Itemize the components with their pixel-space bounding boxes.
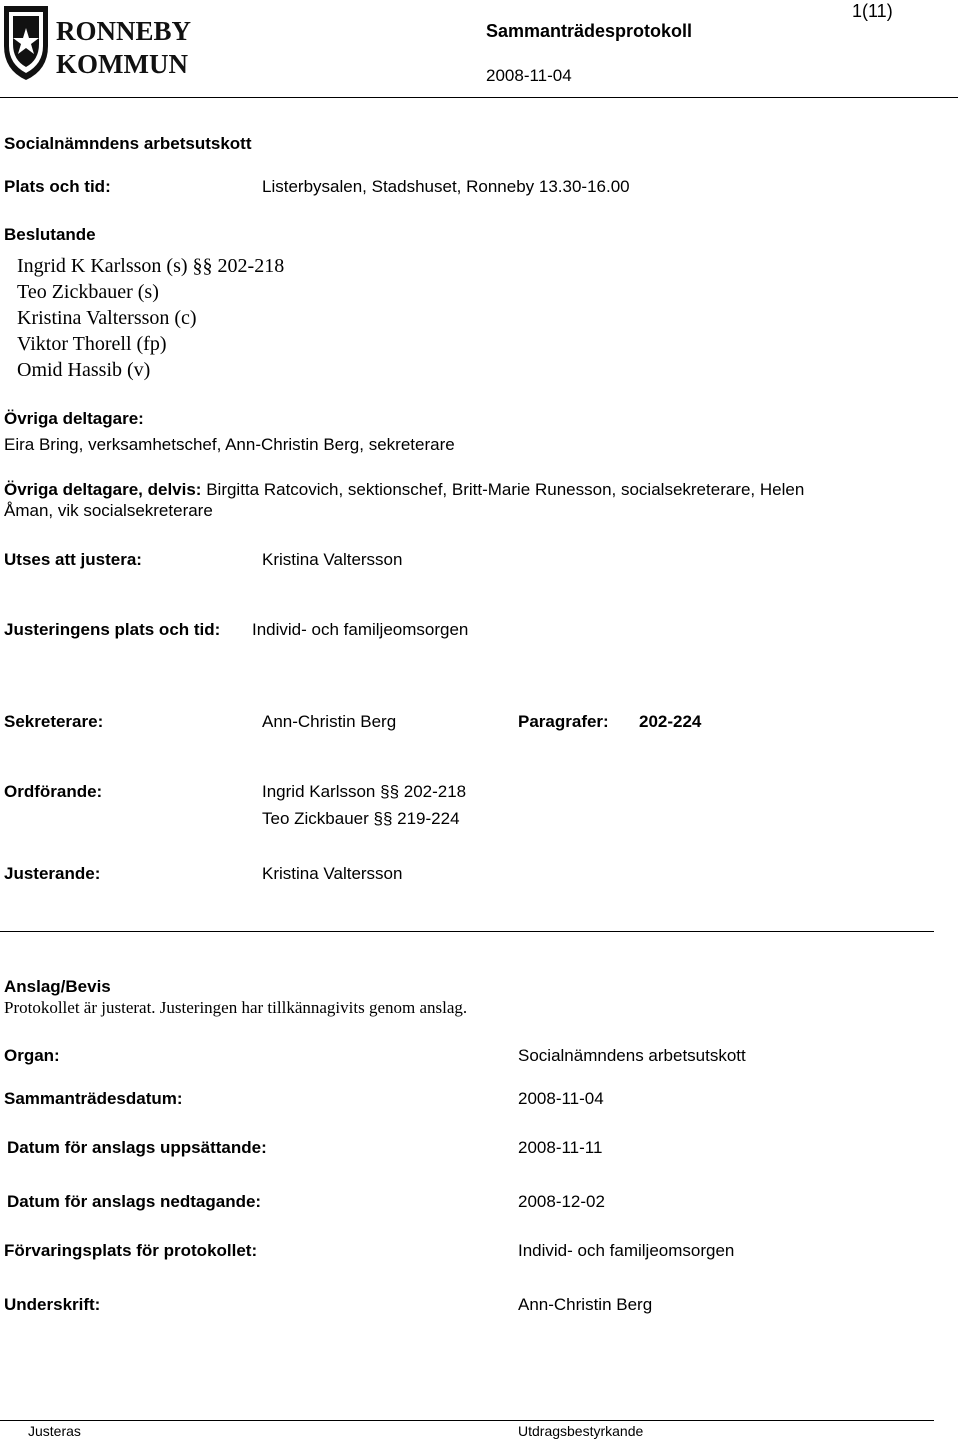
adjustment-place-label: Justeringens plats och tid: [4, 620, 221, 639]
storage-place-value: Individ- och familjeomsorgen [518, 1241, 735, 1260]
partial-participants-line2: Åman, vik socialsekreterare [4, 501, 213, 520]
footer-adjusted: Justeras [28, 1423, 81, 1439]
deciding-member: Kristina Valtersson (c) [17, 307, 197, 329]
removal-date-label: Datum för anslags nedtagande: [7, 1192, 262, 1211]
adjuster-value: Kristina Valtersson [262, 550, 403, 569]
organ-label: Organ: [4, 1046, 60, 1065]
chair-label: Ordförande: [4, 782, 103, 801]
page-number: 1(11) [852, 1, 893, 21]
notice-heading: Anslag/Bevis [4, 977, 111, 996]
adjusting-value: Kristina Valtersson [262, 864, 403, 883]
adjusting-label: Justerande: [4, 864, 101, 883]
paragraphs-value: 202-224 [639, 712, 702, 731]
paragraphs-label: Paragrafer: [518, 712, 609, 731]
partial-participants-label: Övriga deltagare, delvis: [4, 480, 202, 499]
coat-of-arms-icon [4, 6, 48, 80]
document-type: Sammanträdesprotokoll [486, 21, 693, 41]
footer-certified-extract: Utdragsbestyrkande [518, 1423, 644, 1439]
ronneby-kommun-logo [0, 0, 210, 86]
header-divider [0, 97, 958, 98]
signature-value: Ann-Christin Berg [518, 1295, 653, 1314]
adjuster-label: Utses att justera: [4, 550, 142, 569]
other-participants-label: Övriga deltagare: [4, 409, 144, 428]
deciding-member: Ingrid K Karlsson (s) §§ 202-218 [17, 255, 285, 277]
meeting-date-label: Sammanträdesdatum: [4, 1089, 183, 1108]
notice-divider [0, 931, 934, 932]
place-time-value: Listerbysalen, Stadshuset, Ronneby 13.30-16.00 [262, 177, 630, 196]
notice-text: Protokollet är justerat. Justeringen har tillkännagivits genom anslag. [4, 998, 468, 1017]
place-time-label: Plats och tid: [4, 177, 111, 196]
organ-value: Socialnämndens arbetsutskott [518, 1046, 746, 1065]
removal-date-value: 2008-12-02 [518, 1192, 605, 1211]
committee-name: Socialnämndens arbetsutskott [4, 134, 252, 153]
deciding-member: Teo Zickbauer (s) [17, 281, 159, 303]
deciding-member: Viktor Thorell (fp) [17, 333, 167, 355]
signature-label: Underskrift: [4, 1295, 101, 1314]
deciding-heading: Beslutande [4, 225, 96, 244]
meeting-date-value: 2008-11-04 [518, 1089, 604, 1108]
posting-date-value: 2008-11-11 [518, 1138, 603, 1157]
logo-text-ronneby: RONNEBY [56, 16, 192, 46]
adjustment-place-value: Individ- och familjeomsorgen [252, 620, 469, 639]
deciding-members-list [17, 253, 284, 383]
other-participants-value: Eira Bring, verksamhetschef, Ann-Christin Berg, sekreterare [4, 435, 455, 454]
chair-line2: Teo Zickbauer §§ 219-224 [262, 809, 460, 828]
logo-text-kommun: KOMMUN [56, 49, 188, 79]
partial-participants-value: Birgitta Ratcovich, sektionschef, Britt-Marie Runesson, socialsekreterare, Helen [206, 480, 805, 499]
chair-line1: Ingrid Karlsson §§ 202-218 [262, 782, 467, 801]
storage-place-label: Förvaringsplats för protokollet: [4, 1241, 258, 1260]
deciding-member: Omid Hassib (v) [17, 359, 151, 381]
footer-divider [0, 1420, 934, 1421]
partial-participants-line1 [4, 480, 804, 500]
secretary-value: Ann-Christin Berg [262, 712, 397, 731]
secretary-label: Sekreterare: [4, 712, 104, 731]
header-date: 2008-11-04 [486, 66, 572, 85]
posting-date-label: Datum för anslags uppsättande: [7, 1138, 267, 1157]
